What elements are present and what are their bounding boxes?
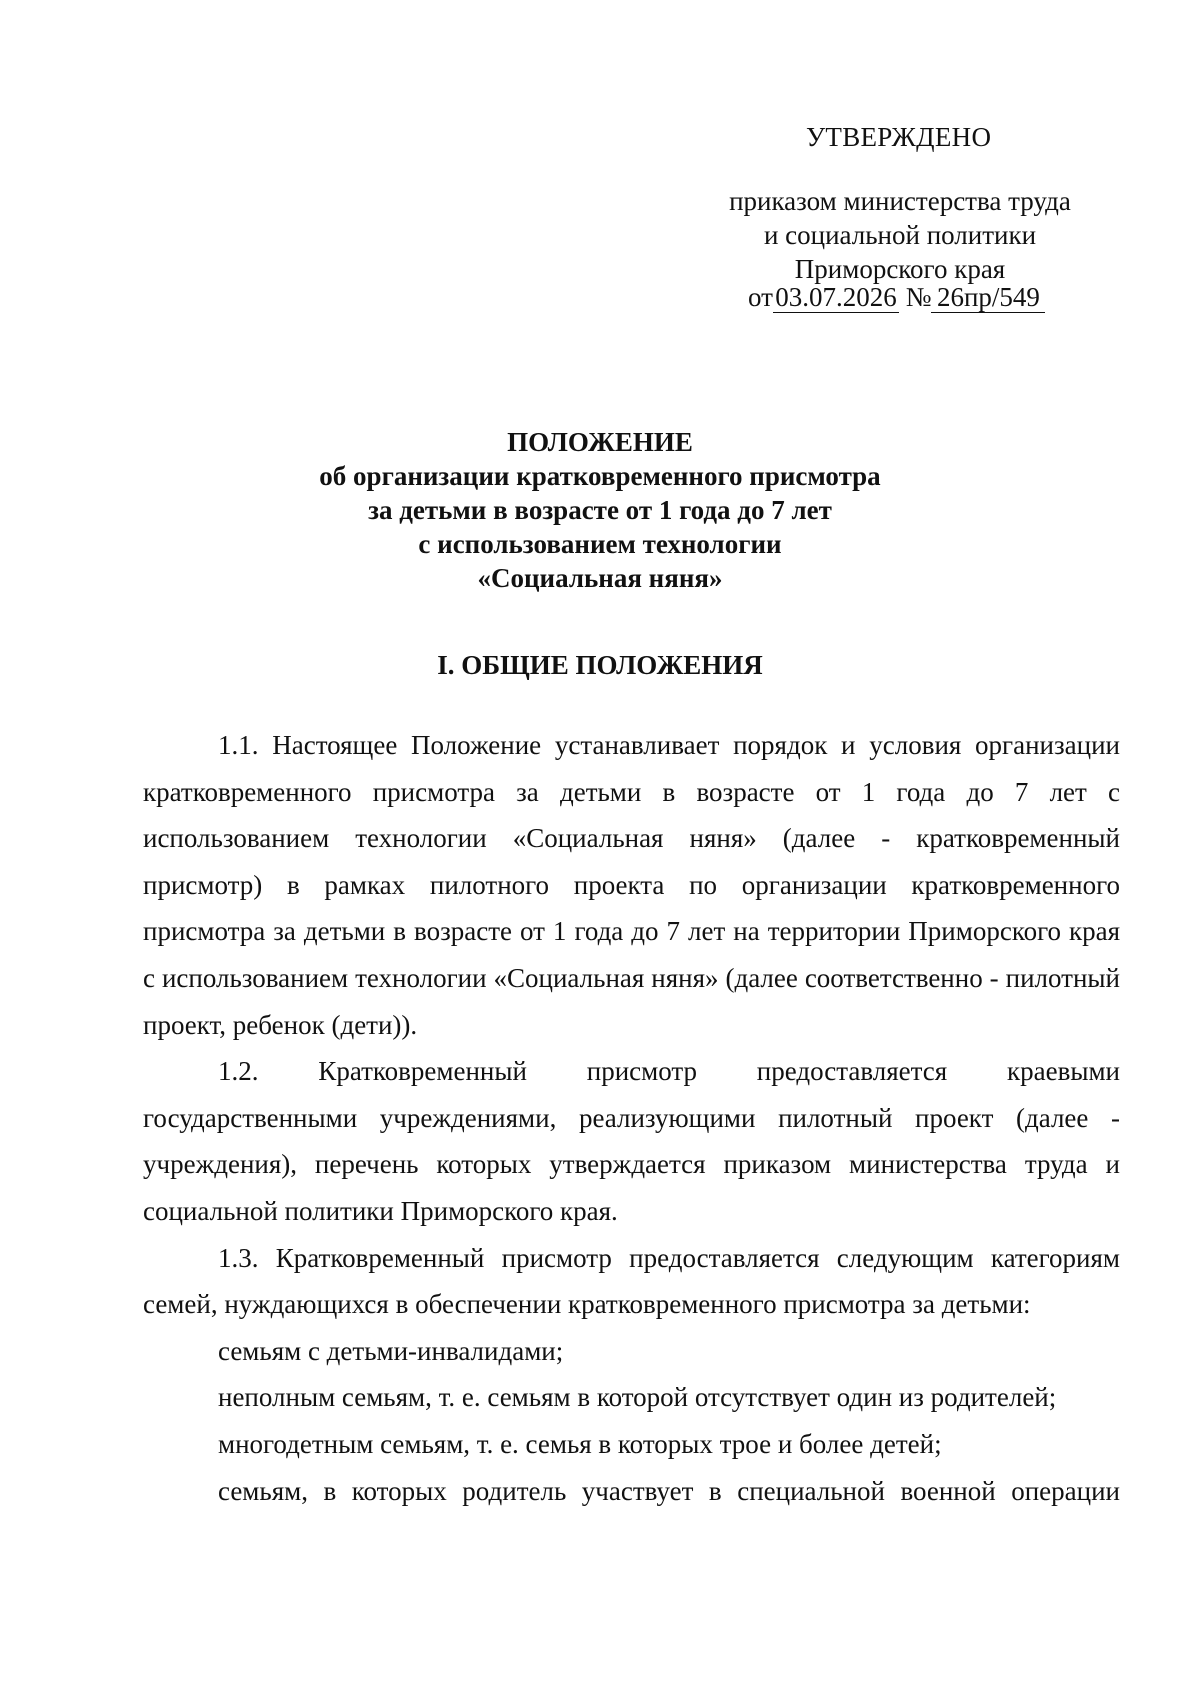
- section-heading: I. ОБЩИЕ ПОЛОЖЕНИЯ: [437, 650, 763, 680]
- list-item: семьям, в которых родитель участвует в специальной военной операции: [218, 1475, 1120, 1506]
- list-item: семьям с детьми-инвалидами;: [218, 1335, 564, 1366]
- date-prefix: от: [748, 282, 773, 312]
- paragraph-1-3: 1.3. Кратковременный присмотр предоставляется следующим категориям семей, нуждающихся в обеспечении кратковременного присмотра за детьми:: [143, 1242, 1120, 1320]
- number-prefix: №: [905, 282, 932, 312]
- title-line: за детьми в возрасте от 1 года до 7 лет: [368, 495, 832, 525]
- list-item: неполным семьям, т. е. семьям в которой отсутствует один из родителей;: [218, 1382, 1057, 1413]
- approval-issuer: [700, 184, 1100, 286]
- paragraph-1-2: 1.2. Кратковременный присмотр предоставляется краевыми государственными учреждениями, реализующими пилотный проект (далее - учреждения), перечень которых утверждается приказом министерства труда и социальной политики Приморского края.: [143, 1056, 1120, 1226]
- approval-heading: УТВЕРЖДЕНО: [806, 122, 992, 152]
- document-body: [143, 722, 1120, 1514]
- order-date: 03.07.2026: [773, 282, 899, 313]
- order-reference: [748, 282, 1045, 313]
- approval-line: приказом министерства труда: [729, 186, 1071, 216]
- approval-line: и социальной политики: [763, 220, 1037, 250]
- title-line: об организации кратковременного присмотра: [319, 461, 881, 491]
- document-title: [200, 425, 1000, 595]
- approval-line: Приморского края: [794, 254, 1006, 284]
- title-main: ПОЛОЖЕНИЕ: [507, 427, 693, 457]
- title-line: с использованием технологии: [418, 529, 782, 559]
- title-line: «Социальная няня»: [477, 563, 723, 593]
- order-number: 26пр/549: [931, 282, 1045, 313]
- list-item: многодетным семьям, т. е. семья в которых трое и более детей;: [218, 1428, 942, 1459]
- paragraph-1-1: 1.1. Настоящее Положение устанавливает порядок и условия организации кратковременного присмотра за детьми в возрасте от 1 года до 7 лет с использованием технологии «Социальная няня» (далее - кратковременный присмотр) в рамках пилотного проекта по организации кратковременного присмотра за детьми в возрасте от 1 года до 7 лет на территории Приморского края с использованием технологии «Социальная няня» (далее соответственно - пилотный проект, ребенок (дети)).: [143, 730, 1120, 1040]
